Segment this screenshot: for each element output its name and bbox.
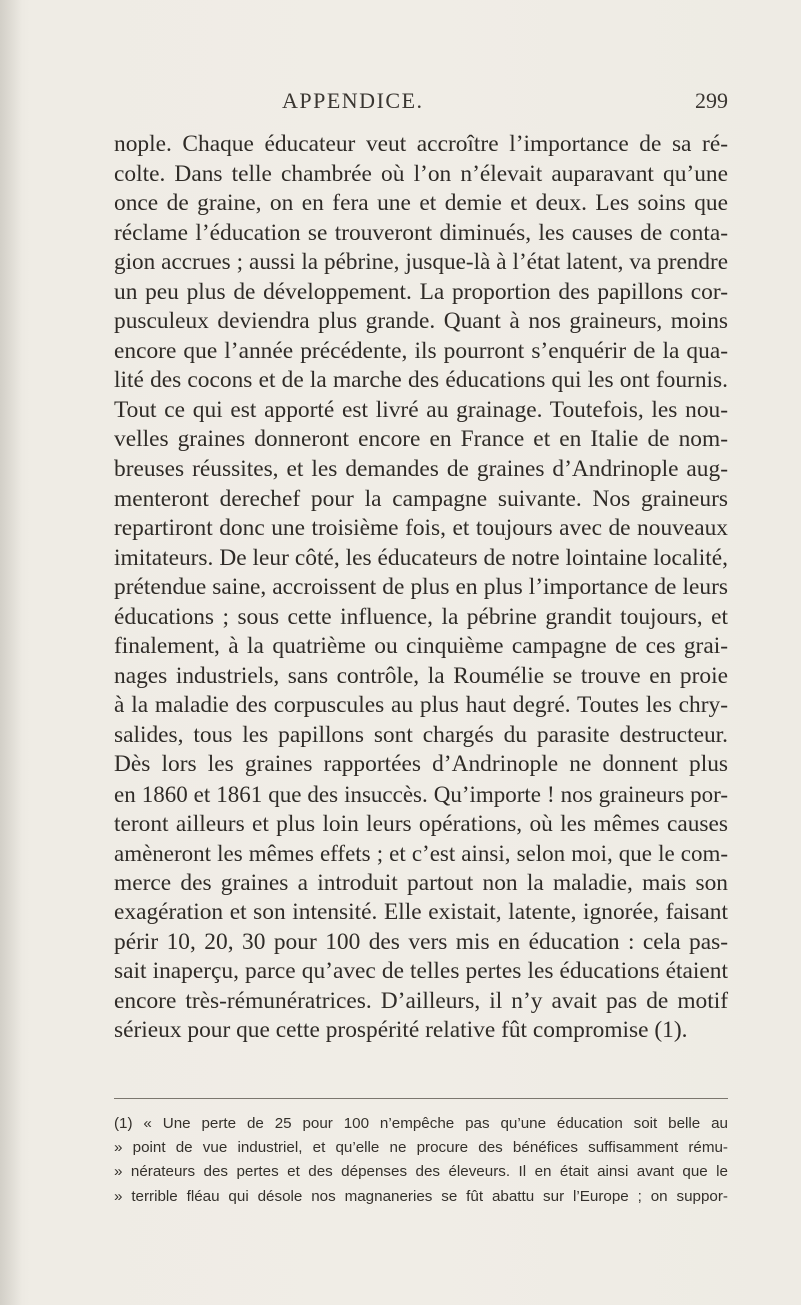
text-line: merce des graines a introduit partout non la maladie, mais son — [114, 869, 728, 896]
text-line: encore très-rémunératrices. D’ailleurs, il n’y avait pas de motif — [114, 987, 728, 1014]
text-line: nople. Chaque éducateur veut accroître l’importance de sa ré- — [114, 131, 728, 157]
footnote-separator — [114, 1098, 728, 1099]
footnote — [114, 1112, 728, 1209]
footnote-line: (1) « Une perte de 25 pour 100 n’empêche pas qu’une éducation soit belle au — [114, 1115, 728, 1132]
text-line: colte. Dans telle chambrée où l’on n’élevait auparavant qu’une — [114, 160, 728, 187]
text-line: finalement, à la quatrième ou cinquième campagne de ces grai- — [114, 633, 728, 660]
text-line: pusculeux deviendra plus grande. Quant à nos graineurs, moins — [114, 308, 728, 335]
text-line: salides, tous les papillons sont chargés du parasite destructeur. — [114, 721, 728, 748]
text-line: imitateurs. De leur côté, les éducateurs de notre lointaine localité, — [114, 544, 728, 571]
text-line: encore que l’année précédente, ils pourront s’enquérir de la qua- — [114, 337, 728, 364]
page-header — [282, 88, 728, 116]
footnote-line: » terrible fléau qui désole nos magnaneries se fût abattu sur l’Europe ; on suppor- — [114, 1187, 728, 1205]
footnote-line: » point de vue industriel, et qu’elle ne procure des bénéfices suffisamment rému- — [114, 1139, 728, 1157]
text-line: en 1860 et 1861 que des insuccès. Qu’importe ! nos graineurs por- — [114, 782, 728, 808]
text-line: teront ailleurs et plus loin leurs opérations, où les mêmes causes — [114, 810, 728, 837]
text-line: sait inaperçu, parce qu’avec de telles pertes les éducations étaient — [114, 958, 728, 985]
text-line: nages industriels, sans contrôle, la Roumélie se trouve en proie — [114, 662, 728, 689]
text-line: exagération et son intensité. Elle existait, latente, ignorée, faisant — [114, 899, 728, 926]
text-line: périr 10, 20, 30 pour 100 des vers mis en éducation : cela pas- — [114, 928, 728, 955]
text-line: prétendue saine, accroissent de plus en plus l’importance de leurs — [114, 574, 728, 601]
footnote-line: » nérateurs des pertes et des dépenses des éleveurs. Il en était ainsi avant que le — [114, 1163, 728, 1181]
text-line: menteront derechef pour la campagne suivante. Nos graineurs — [114, 485, 728, 512]
gutter-shadow — [0, 0, 22, 1305]
text-line: amèneront les mêmes effets ; et c’est ainsi, selon moi, que le com- — [114, 841, 728, 867]
text-line: gion accrues ; aussi la pébrine, jusque-là à l’état latent, va prendre — [114, 249, 728, 276]
text-line: lité des cocons et de la marche des éducations qui les ont fournis. — [114, 367, 728, 394]
page-number: 299 — [695, 88, 728, 113]
text-line: breuses réussites, et les demandes de graines d’Andrinople aug- — [114, 456, 728, 483]
text-line: un peu plus de développement. La proportion des papillons cor- — [114, 278, 728, 305]
text-line: à la maladie des corpuscules au plus haut degré. Toutes les chry- — [114, 692, 728, 719]
body-paragraph — [114, 130, 728, 1046]
text-line: repartiront donc une troisième fois, et toujours avec de nouveaux — [114, 515, 728, 542]
text-line: once de graine, on en fera une et demie et deux. Les soins que — [114, 190, 728, 217]
text-line: Tout ce qui est apporté est livré au grainage. Toutefois, les nou- — [114, 396, 728, 423]
text-line: réclame l’éducation se trouveront diminués, les causes de conta- — [114, 219, 728, 246]
text-line: Dès lors les graines rapportées d’Andrinople ne donnent plus — [114, 751, 728, 778]
text-line: éducations ; sous cette influence, la pébrine grandit toujours, et — [114, 603, 728, 630]
text-line: velles graines donneront encore en France et en Italie de nom- — [114, 426, 728, 453]
text-line: sérieux pour que cette prospérité relative fût compromise (1). — [114, 1017, 688, 1044]
running-title: APPENDICE. — [282, 88, 424, 113]
